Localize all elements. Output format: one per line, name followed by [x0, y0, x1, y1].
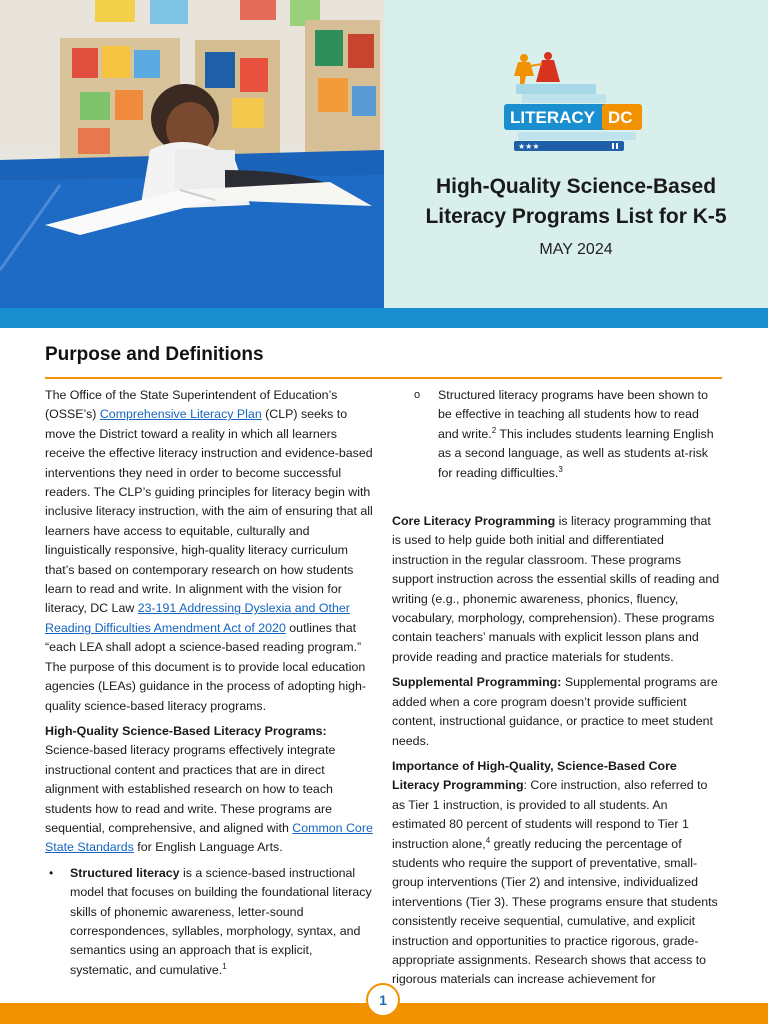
programs-term: High-Quality Science-Based Literacy Programs: — [45, 723, 327, 738]
logo-text-dc: DC — [608, 108, 633, 127]
document-title — [404, 172, 748, 232]
orange-rule — [45, 377, 722, 379]
importance-term: Importance of High-Quality, Science-Based Core Literacy Programming — [392, 758, 677, 793]
svg-text:★★★: ★★★ — [518, 142, 540, 151]
importance-text-2: greatly reducing the percentage of students who require the support of preventative, small-group interventions (Tier 2) and intensive, individualized interventions (Tier 3). These programs ensure that students consistently receive sequential, cumulative, and explicit instruction and opportunities to practice rigorous, grade-appropriate assignments. Research shows that access to rigorous materials can increase achievement for — [392, 836, 718, 987]
document-date: MAY 2024 — [539, 241, 613, 258]
importance-text: : Core instruction, also referred to as Tier 1 instruction, is provided to all students. An estimated 80 percent of students will respond to Tier 1 instruction alone, — [392, 778, 708, 851]
importance-paragraph — [392, 757, 722, 990]
common-core-link[interactable]: Common Core State Standards — [45, 820, 373, 855]
programs-text-b: for English Language Arts. — [133, 840, 283, 855]
literacy-dc-logo — [504, 52, 654, 156]
title-line-2: Literacy Programs List for K-5 — [425, 205, 727, 228]
footnote-ref-4: 4 — [485, 835, 491, 845]
title-panel — [384, 0, 768, 308]
section-heading: Purpose and Definitions — [45, 344, 264, 365]
intro-text-a: The Office of the State Superintendent of Education’s (OSSE’s) — [45, 388, 338, 422]
structured-literacy-subbullet — [392, 386, 722, 483]
bullet-dot: • — [49, 865, 54, 880]
left-column — [45, 386, 377, 986]
right-column — [392, 386, 722, 996]
intro-text-c: outlines that “each LEA shall adopt a science-based reading program.” The purpose of this document is to provide local education agencies (LEAs) guidance in the process of adopting high-quality science-based literacy programs. — [45, 620, 366, 713]
intro-paragraph — [45, 386, 377, 716]
footnote-ref-2: 2 — [491, 425, 497, 435]
subbullet-circle: o — [414, 389, 421, 401]
supplemental-term: Supplemental Programming: — [392, 675, 562, 690]
title-line-1: High-Quality Science-Based — [435, 175, 717, 198]
dc-law-link[interactable]: 23-191 Addressing Dyslexia and Other Reading Difficulties Amendment Act of 2020 — [45, 601, 350, 635]
structured-literacy-term: Structured literacy — [70, 865, 180, 880]
page-number: 1 — [366, 983, 400, 1017]
subbullet-text: Structured literacy programs have been shown to be effective in teaching all students how to read and write. — [438, 388, 708, 441]
blue-divider-band — [0, 308, 768, 328]
comprehensive-literacy-plan-link[interactable]: Comprehensive Literacy Plan — [99, 407, 262, 422]
programs-paragraph — [45, 722, 377, 858]
footnote-ref-3: 3 — [558, 464, 563, 474]
header-banner — [0, 0, 768, 308]
core-literacy-paragraph — [392, 512, 722, 667]
classroom-photo — [0, 0, 384, 308]
logo-text-literacy: LITERACY — [510, 108, 595, 127]
supplemental-text: Supplemental programs are added when a core program doesn’t provide sufficient content, instructional guidance, or practice to meet student needs. — [392, 675, 718, 748]
core-literacy-text: is literacy programming that is used to help guide both initial and differentiated instruction in the regular classroom. These programs support instruction across the essential skills of reading and writing (e.g., phonemic awareness, phonics, fluency, vocabulary, morphology, comprehension). These programs contain teachers’ manuals with explicit lesson plans and provide reading and practice materials for students. — [392, 514, 720, 664]
supplemental-paragraph — [392, 673, 722, 751]
structured-literacy-text: is a science-based instructional model that focuses on building the foundational literacy skills of phonemic awareness, letter-sound correspondences, syllables, morphology, syntax, and semantics using an approach that is explicit, systematic, and cumulative. — [70, 865, 372, 977]
footnote-ref-1: 1 — [222, 961, 227, 971]
intro-text-b: (CLP) seeks to move the District toward a reality in which all learners receive the effective literacy instruction and evidence-based interventions they need in order to become successful readers. The CLP’s guiding principles for literacy begin with inclusive literacy instruction, with the aim of ensuring that all learners have access to equitable, culturally and linguistically responsive, high-quality literacy curriculum that’s based on contemporary research on how students learn to read and write. In alignment with the vision for literacy, DC Law — [45, 407, 373, 616]
subbullet-text-2: This includes students learning English as a second language, as well as students at-risk for reading difficulties. — [438, 426, 714, 480]
structured-literacy-bullet — [45, 864, 377, 980]
programs-text-a: Science-based literacy programs effectively integrate instructional content and practices that are in direct alignment with established research on how to teach students how to read and write. These programs are sequential, comprehensive, and aligned with — [45, 743, 336, 835]
core-literacy-term: Core Literacy Programming — [392, 514, 556, 529]
